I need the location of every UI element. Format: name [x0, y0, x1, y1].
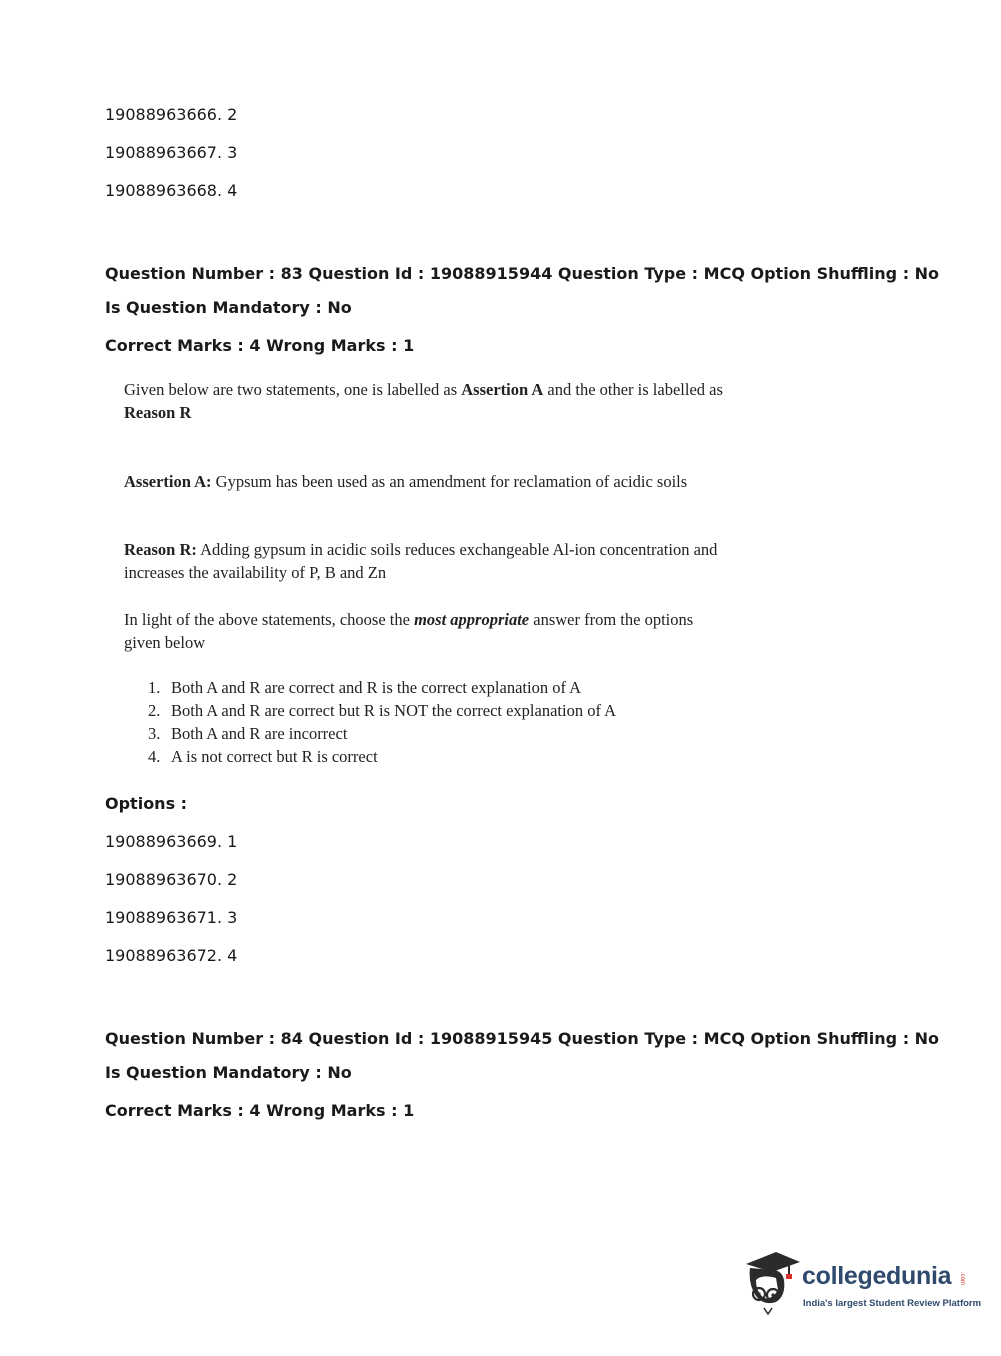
instruction-text: In light of the above statements, choose the most appropriate answer from the options given below: [124, 610, 694, 652]
question-intro: Given below are two statements, one is labelled as Assertion A and the other is labelled as Reason R: [124, 380, 723, 422]
option-line: 19088963671. 3: [105, 908, 238, 927]
logo-tagline: India's largest Student Review Platform: [803, 1298, 982, 1309]
question-mandatory: Is Question Mandatory : No: [105, 1063, 352, 1082]
options-label: Options :: [105, 794, 188, 813]
question-marks: Correct Marks : 4 Wrong Marks : 1: [105, 336, 415, 355]
collegedunia-logo: [742, 1250, 982, 1320]
reason-statement: Reason R: Adding gypsum in acidic soils reduces exchangeable Al-ion concentration and increases the availability of P, B and Zn: [124, 540, 718, 582]
answer-choices: [148, 676, 616, 768]
option-line: 19088963666. 2: [105, 105, 238, 124]
option-line: 19088963667. 3: [105, 143, 238, 162]
question-mandatory: Is Question Mandatory : No: [105, 298, 352, 317]
option-line: 19088963668. 4: [105, 181, 238, 200]
choice-item: 1. Both A and R are correct and R is the correct explanation of A: [148, 678, 582, 697]
mascot-icon: [742, 1250, 802, 1320]
choice-item: 2. Both A and R are correct but R is NOT the correct explanation of A: [148, 701, 617, 720]
assertion-statement: Assertion A: Gypsum has been used as an amendment for reclamation of acidic soils: [124, 472, 688, 491]
question-header: Question Number : 83 Question Id : 19088915944 Question Type : MCQ Option Shuffling : No: [105, 264, 940, 283]
logo-suffix: .com: [959, 1272, 965, 1286]
question-header: Question Number : 84 Question Id : 19088915945 Question Type : MCQ Option Shuffling : No: [105, 1029, 940, 1048]
logo-wordmark: collegedunia: [802, 1262, 952, 1290]
option-line: 19088963672. 4: [105, 946, 238, 965]
choice-item: 4. A is not correct but R is correct: [148, 747, 378, 766]
choice-item: 3. Both A and R are incorrect: [148, 724, 348, 743]
option-line: 19088963670. 2: [105, 870, 238, 889]
question-marks: Correct Marks : 4 Wrong Marks : 1: [105, 1101, 415, 1120]
option-line: 19088963669. 1: [105, 832, 238, 851]
